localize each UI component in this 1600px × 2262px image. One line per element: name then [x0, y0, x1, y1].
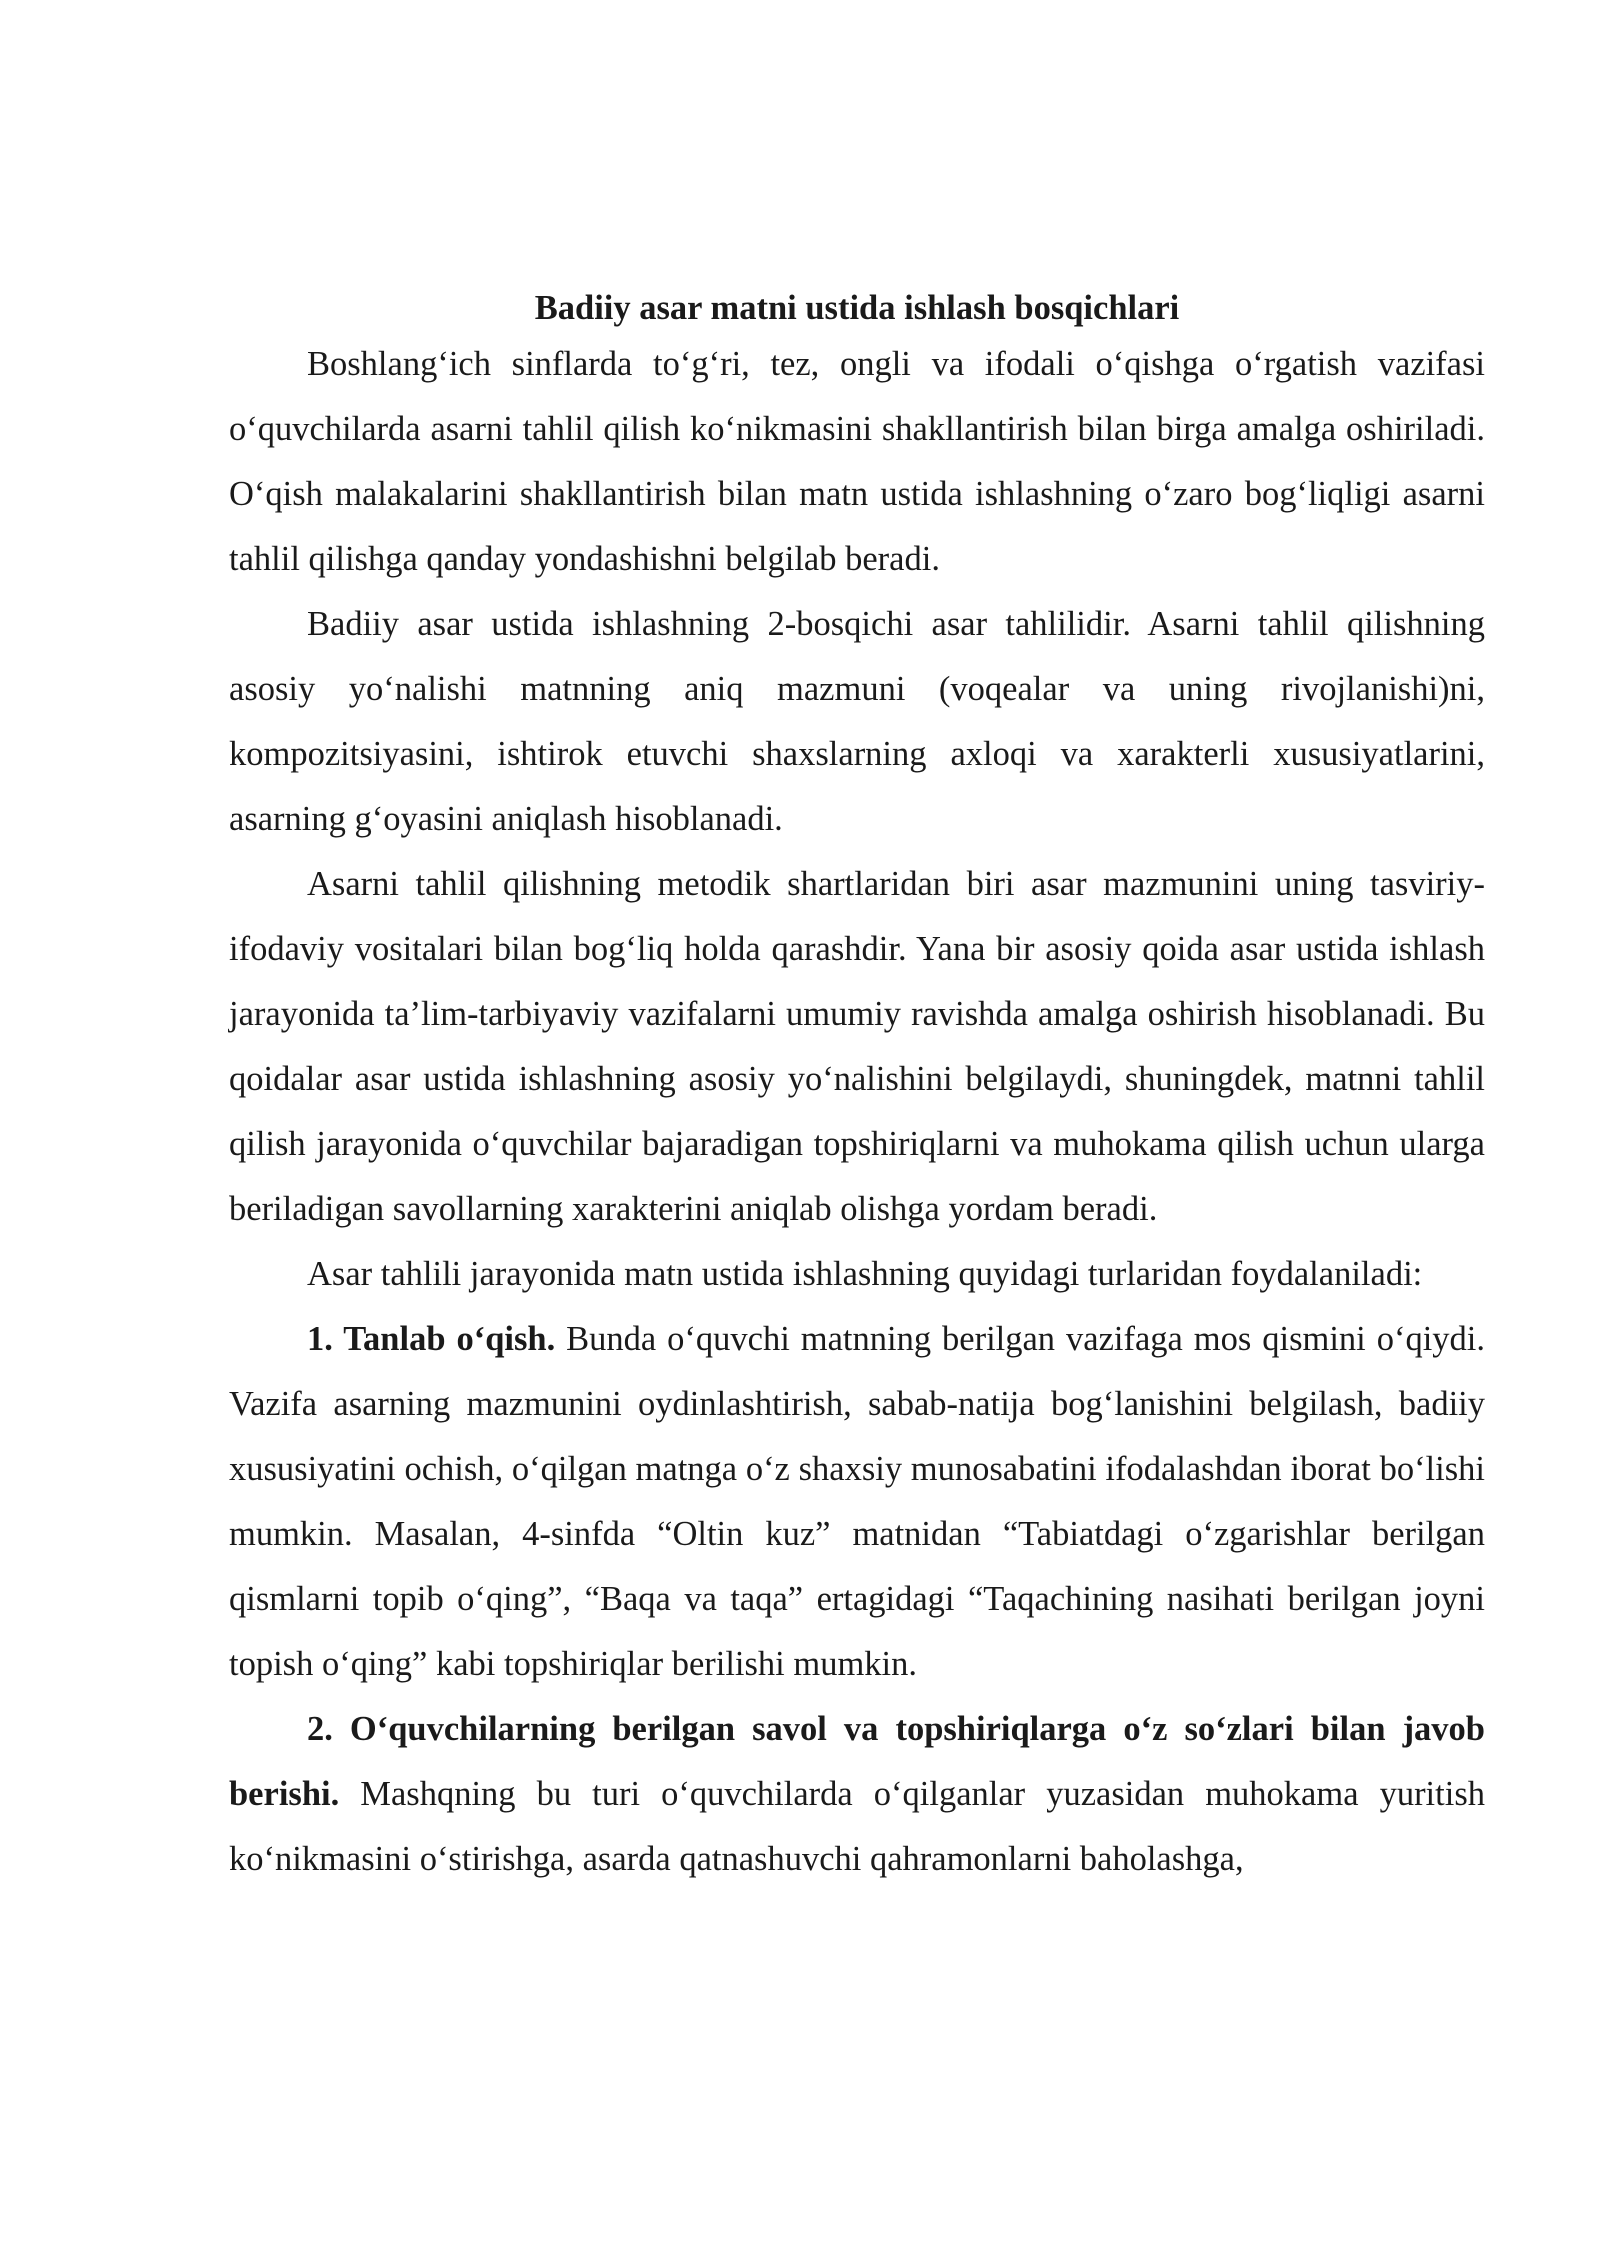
paragraph-4: Asar tahlili jarayonida matn ustida ishlashning quyidagi turlaridan foydalaniladi:: [307, 1255, 1423, 1293]
list-item-2-heading: 2. O‘quvchilarning berilgan savol va topshiriqlarga o‘z so‘zlari bilan javob berishi.: [229, 1710, 1485, 1813]
paragraph-3: Asarni tahlil qilishning metodik shartlaridan biri asar mazmunini uning tasviriy-ifodaviy vositalari bilan bog‘liq holda qarashdir. Yana bir asosiy qoida asar ustida ishlash jarayonida ta’lim-tarbiyaviy vazifalarni umumiy ravishda amalga oshirish hisoblanadi. Bu qoidalar asar ustida ishlashning asosiy yo‘nalishini belgilaydi, shuningdek, matnni tahlil qilish jarayonida o‘quvchilar bajaradigan topshiriqlarni va muhokama qilish uchun ularga beriladigan savollarning xarakterini aniqlab olishga yordam beradi.: [229, 865, 1485, 1228]
document-body: [229, 286, 1485, 1892]
list-item-1-heading: 1. Tanlab o‘qish.: [307, 1320, 556, 1358]
document-title: Badiiy asar matni ustida ishlash bosqichlari: [534, 289, 1180, 327]
list-item-2: [229, 1697, 1485, 1892]
list-item-2-text: Mashqning bu turi o‘quvchilarda o‘qilganlar yuzasidan muhokama yuritish ko‘nikmasini o‘stirishga, asarda qatnashuvchi qahramonlarni baholashga,: [229, 1775, 1485, 1878]
list-item-1-text: Bunda o‘quvchi matnning berilgan vazifaga mos qismini o‘qiydi. Vazifa asarning mazmunini oydinlashtirish, sabab-natija bog‘lanishini belgilash, badiiy xususiyatini ochish, o‘qilgan matnga o‘z shaxsiy munosabatini ifodalashdan iborat bo‘lishi mumkin. Masalan, 4-sinfda “Oltin kuz” matnidan “Tabiatdagi o‘zgarishlar berilgan qismlarni topib o‘qing”, “Baqa va taqa” ertagidagi “Taqachining nasihati berilgan joyni topish o‘qing” kabi topshiriqlar berilishi mumkin.: [229, 1320, 1485, 1683]
paragraph-1: Boshlang‘ich sinflarda to‘g‘ri, tez, ongli va ifodali o‘qishga o‘rgatish vazifasi o‘quvchilarda asarni tahlil qilish ko‘nikmasini shakllantirish bilan birga amalga oshiriladi. O‘qish malakalarini shakllantirish bilan matn ustida ishlashning o‘zaro bog‘liqligi asarni tahlil qilishga qanday yondashishni belgilab beradi.: [229, 345, 1485, 578]
list-item-1: [229, 1307, 1485, 1697]
paragraph-2: Badiiy asar ustida ishlashning 2-bosqichi asar tahlilidir. Asarni tahlil qilishning asosiy yo‘nalishi matnning aniq mazmuni (voqealar va uning rivojlanishi)ni, kompozitsiyasini, ishtirok etuvchi shaxslarning axloqi va xarakterli xususiyatlarini, asarning g‘oyasini aniqlash hisoblanadi.: [229, 605, 1485, 838]
